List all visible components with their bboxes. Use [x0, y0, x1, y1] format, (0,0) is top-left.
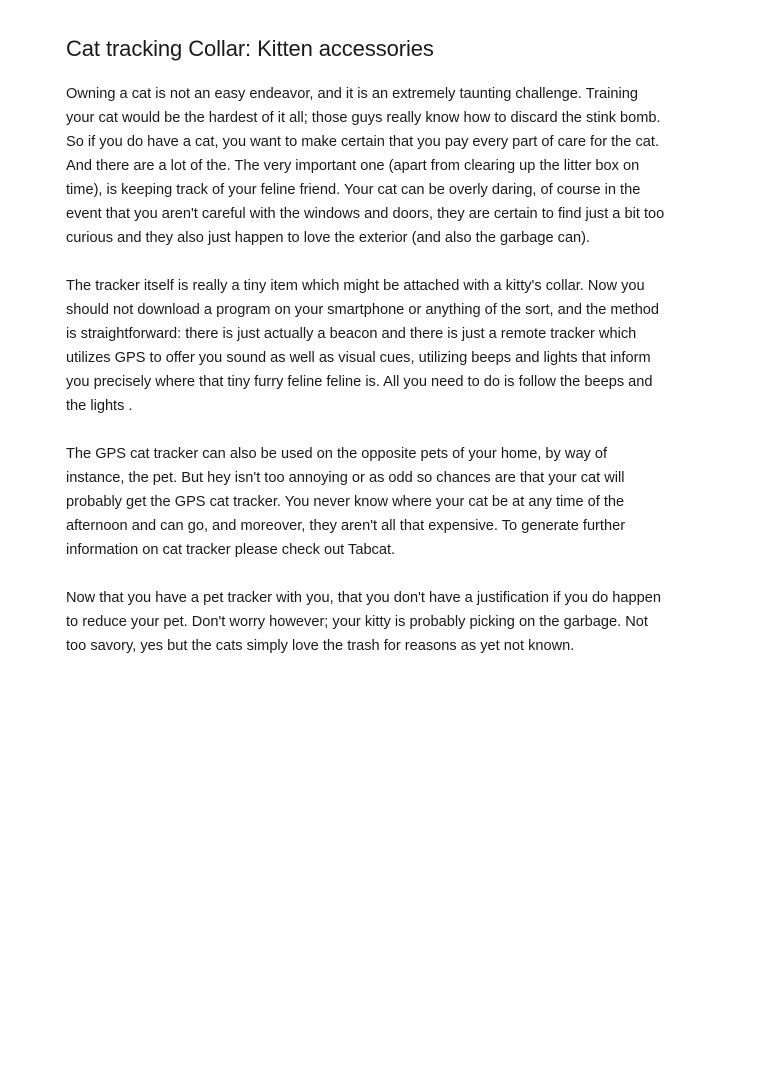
- paragraph-line: the lights .: [66, 398, 133, 414]
- paragraph-line: utilizes GPS to offer you sound as well as visual cues, utilizing beeps and lights that inform: [66, 350, 651, 366]
- paragraph-line: should not download a program on your smartphone or anything of the sort, and the method: [66, 302, 660, 318]
- paragraph-line: afternoon and can go, and moreover, they aren't all that expensive. To generate further: [66, 518, 626, 534]
- paragraph-3: [66, 442, 708, 562]
- paragraph-line: event that you aren't careful with the windows and doors, they are certain to find just a bit too: [66, 206, 665, 222]
- paragraph-line: And there are a lot of the. The very important one (apart from clearing up the litter box on: [66, 158, 640, 174]
- paragraph-line: time), is keeping track of your feline friend. Your cat can be overly daring, of course in the: [66, 182, 641, 198]
- paragraph-4: [66, 586, 708, 658]
- paragraph-2: [66, 274, 708, 418]
- paragraph-line: curious and they also just happen to love the exterior (and also the garbage can).: [66, 230, 591, 246]
- paragraph-line: information on cat tracker please check out Tabcat.: [66, 542, 396, 558]
- paragraph-line: The tracker itself is really a tiny item which might be attached with a kitty's collar. Now you: [66, 278, 645, 294]
- paragraph-line: The GPS cat tracker can also be used on the opposite pets of your home, by way of: [66, 446, 608, 462]
- paragraph-line: to reduce your pet. Don't worry however; your kitty is probably picking on the garbage. Not: [66, 614, 648, 630]
- paragraph-1: [66, 82, 708, 250]
- paragraph-line: Owning a cat is not an easy endeavor, and it is an extremely taunting challenge. Training: [66, 86, 638, 102]
- paragraph-line: too savory, yes but the cats simply love the trash for reasons as yet not known.: [66, 638, 575, 654]
- paragraph-line: Now that you have a pet tracker with you, that you don't have a justification if you do happen: [66, 590, 662, 606]
- paragraph-line: is straightforward: there is just actually a beacon and there is just a remote tracker which: [66, 326, 637, 342]
- paragraph-line: you precisely where that tiny furry feline feline is. All you need to do is follow the beeps and: [66, 374, 653, 390]
- document-title: Cat tracking Collar: Kitten accessories: [66, 36, 434, 61]
- paragraph-line: your cat would be the hardest of it all; those guys really know how to discard the stink bomb.: [66, 110, 661, 126]
- paragraph-line: instance, the pet. But hey isn't too annoying or as odd so chances are that your cat will: [66, 470, 625, 486]
- paragraph-line: probably get the GPS cat tracker. You never know where your cat be at any time of the: [66, 494, 625, 510]
- paragraph-line: So if you do have a cat, you want to make certain that you pay every part of care for the cat.: [66, 134, 659, 150]
